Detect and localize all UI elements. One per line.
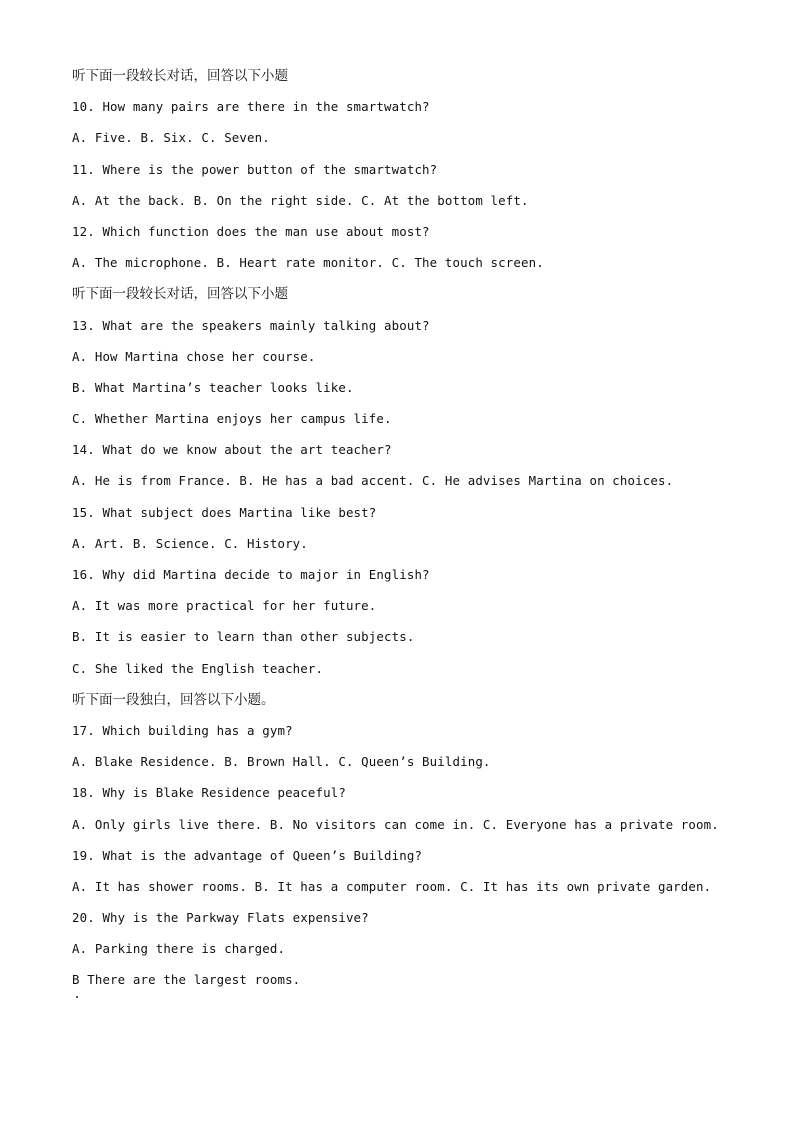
question-13: 13. What are the speakers mainly talking about?: [72, 317, 430, 333]
question-11: 11. Where is the power button of the smartwatch?: [72, 161, 438, 177]
question-20: 20. Why is the Parkway Flats expensive?: [72, 910, 369, 926]
exam-document: [72, 64, 752, 1000]
question-20-option-a: A. Parking there is charged.: [72, 941, 286, 957]
section-instruction-2: 听下面一段较长对话，回答以下小题: [72, 286, 288, 303]
question-18-options: A. Only girls live there. B. No visitors can come in. C. Everyone has a private room.: [72, 816, 719, 832]
question-14-options: A. He is from France. B. He has a bad accent. C. He advises Martina on choices.: [72, 473, 674, 489]
question-14: 14. What do we know about the art teacher?: [72, 442, 392, 458]
question-13-option-b: B. What Martina’s teacher looks like.: [72, 379, 354, 395]
question-18: 18. Why is Blake Residence peaceful?: [72, 785, 346, 801]
question-13-option-c: C. Whether Martina enjoys her campus life.: [72, 411, 392, 427]
question-19: 19. What is the advantage of Queen’s Building?: [72, 847, 423, 863]
question-12-options: A. The microphone. B. Heart rate monitor. C. The touch screen.: [72, 255, 544, 271]
question-17-options: A. Blake Residence. B. Brown Hall. C. Queen’s Building.: [72, 754, 491, 770]
question-16-option-a: A. It was more practical for her future.: [72, 598, 377, 614]
question-16-option-b: B. It is easier to learn than other subjects.: [72, 629, 415, 645]
question-10: 10. How many pairs are there in the smartwatch?: [72, 99, 430, 115]
question-13-option-a: A. How Martina chose her course.: [72, 348, 316, 364]
section-instruction-3: 听下面一段独白，回答以下小题。: [72, 691, 275, 708]
question-19-options: A. It has shower rooms. B. It has a computer room. C. It has its own private garden.: [72, 878, 712, 894]
question-16-option-c: C. She liked the English teacher.: [72, 660, 324, 676]
question-16: 16. Why did Martina decide to major in English?: [72, 567, 430, 582]
question-20-option-b: B There are the largest rooms.: [72, 972, 301, 988]
section-instruction-1: 听下面一段较长对话，回答以下小题: [72, 68, 288, 84]
stray-dot-mark: [76, 996, 78, 998]
question-15-options: A. Art. B. Science. C. History.: [72, 535, 308, 551]
question-10-options: A. Five. B. Six. C. Seven.: [72, 130, 270, 146]
question-11-options: A. At the back. B. On the right side. C. At the bottom left.: [72, 192, 529, 208]
question-15: 15. What subject does Martina like best?: [72, 504, 377, 520]
question-17: 17. Which building has a gym?: [72, 722, 293, 738]
question-12: 12. Which function does the man use about most?: [72, 223, 430, 239]
